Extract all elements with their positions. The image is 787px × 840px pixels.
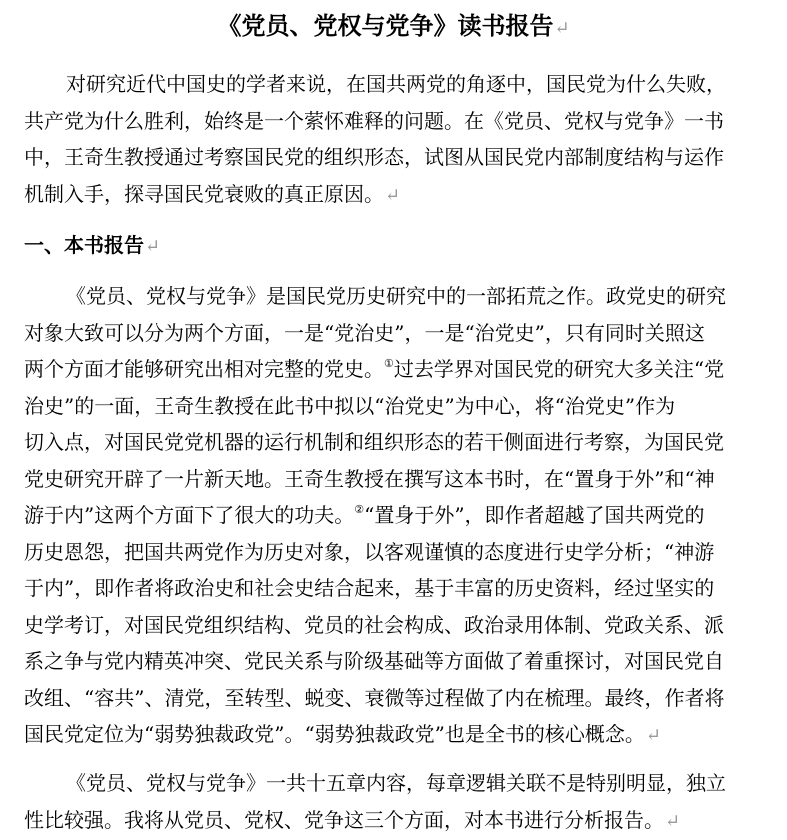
body-line-11: 系之争与党内精英冲突、党民关系与阶级基础等方面做了着重探讨，对国民党自	[24, 649, 724, 673]
footnote-ref-1[interactable]: ①	[384, 357, 394, 370]
section-heading: 一、本书报告↵	[24, 233, 161, 257]
body2-line-2: 性比较强。我将从党员、党权、党争这三个方面，对本书进行分析报告。↵	[24, 807, 681, 832]
document-title	[0, 8, 787, 47]
body-line-5: 切入点，对国民党党机器的运行机制和组织形态的若干侧面进行考察，为国民党	[24, 430, 724, 454]
intro-line-1: 对研究近代中国史的学者来说，在国共两党的角逐中，国民党为什么失败，	[66, 72, 726, 96]
paragraph-mark-icon: ↵	[665, 810, 681, 832]
body-line-1: 《党员、党权与党争》是国民党历史研究中的一部拓荒之作。政党史的研究	[66, 284, 726, 308]
body-line-8: 历史恩怨，把国共两党作为历史对象，以客观谨慎的态度进行史学分析；“神游	[24, 539, 715, 564]
intro-paragraph	[24, 66, 768, 212]
body-line-10: 史学考订，对国民党组织结构、党员的社会构成、政治录用体制、党政关系、派	[24, 612, 724, 637]
paragraph-mark-icon: ↵	[645, 725, 661, 746]
intro-line-4: 机制入手，探寻国民党衰败的真正原因。↵	[24, 181, 401, 206]
body-line-9: 于内”，即作者将政治史和社会史结合起来，基于丰富的历史资料，经过坚实的	[24, 576, 715, 600]
paragraph-mark-icon: ↵	[554, 18, 570, 39]
paragraph-mark-icon: ↵	[385, 184, 401, 206]
body-line-4: 治史”的一面，王奇生教授在此书中拟以“治党史”为中心，将“治党史”作为	[24, 393, 676, 418]
body-line-2: 对象大致可以分为两个方面，一是“党治史”，一是“治党史”，只有同时关照这	[24, 320, 705, 345]
body-paragraph-1	[24, 278, 768, 753]
body-line-3: 两个方面才能够研究出相对完整的党史。①过去学界对国民党的研究大多关注“党	[24, 357, 725, 381]
body-line-13: 国民党定位为“弱势独裁政党”。“弱势独裁政党”也是全书的核心概念。↵	[24, 722, 661, 746]
body-paragraph-2	[24, 765, 768, 838]
body-line-7: 游于内”这两个方面下了很大的功夫。②“置身于外”，即作者超越了国共两党的	[24, 503, 705, 527]
paragraph-mark-icon: ↵	[145, 236, 161, 257]
intro-line-2: 共产党为什么胜利，始终是一个萦怀难释的问题。在《党员、党权与党争》一书	[24, 108, 724, 133]
footnote-ref-2[interactable]: ②	[354, 503, 365, 516]
body-line-12: 改组、“容共”、清党，至转型、蜕变、衰微等过程做了内在梳理。最终，作者将	[24, 685, 725, 710]
body-line-6: 党史研究开辟了一片新天地。王奇生教授在撰写这本书时，在“置身于外”和“神	[24, 466, 715, 491]
title-text: 《党员、党权与党争》读书报告	[217, 11, 554, 40]
body2-line-1: 《党员、党权与党争》一共十五章内容，每章逻辑关联不是特别明显，独立	[66, 771, 726, 795]
intro-line-3: 中，王奇生教授通过考察国民党的组织形态，试图从国民党内部制度结构与运作	[24, 145, 724, 169]
